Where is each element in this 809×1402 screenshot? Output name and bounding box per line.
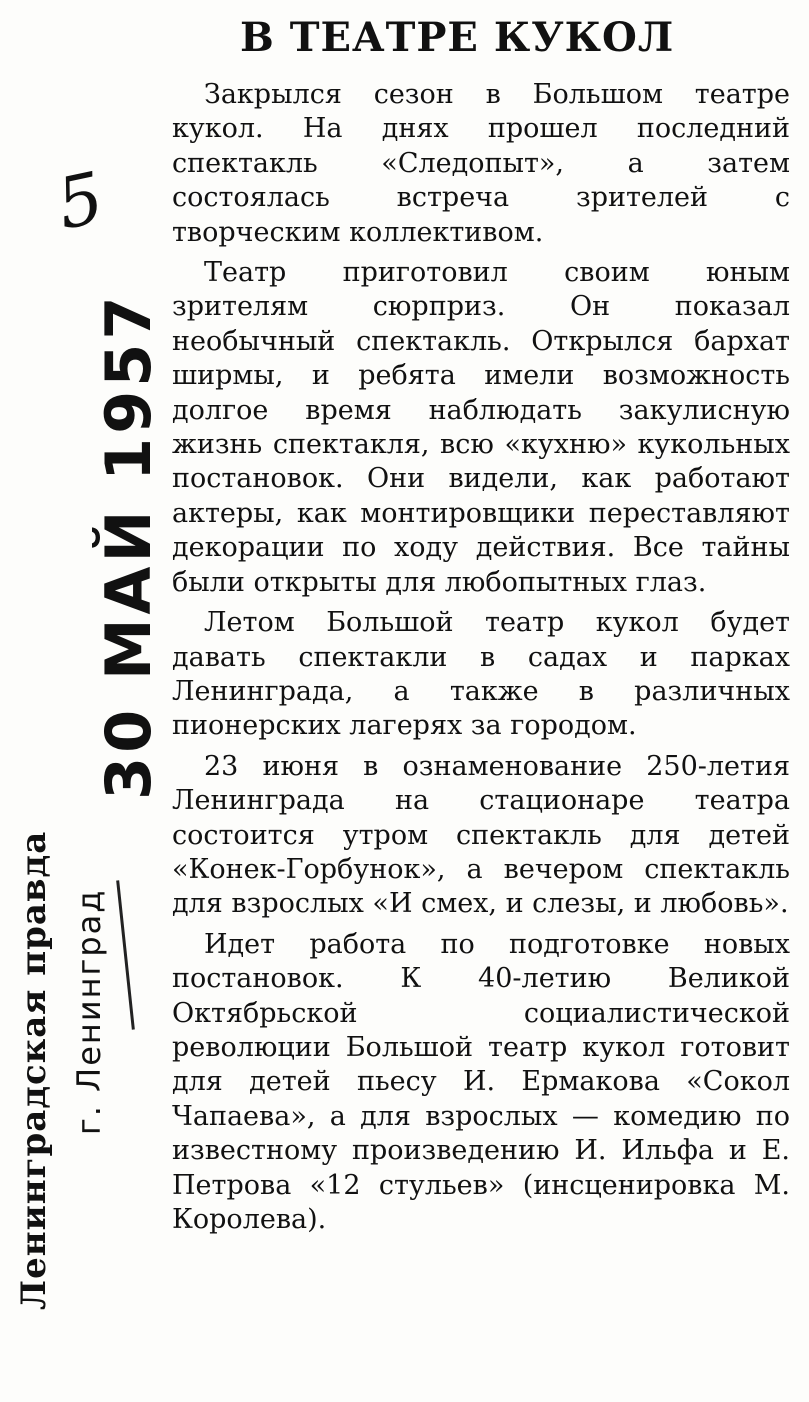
ink-mark bbox=[116, 880, 135, 1029]
paragraph: Летом Большой театр кукол будет давать спектакли в садах и парках Ленинграда, а также в различных пионерских лагерях за городом. bbox=[172, 607, 790, 742]
handwritten-number: 5 bbox=[49, 156, 111, 246]
headline: В ТЕАТРЕ КУКОЛ bbox=[240, 14, 675, 61]
paragraph: 23 июня в ознаменование 250-летия Ленинграда на стационаре театра состоится утром спектакль для детей «Конек-Горбунок», а вечером спектакль для взрослых «И смех, и слезы, и любовь». bbox=[172, 750, 790, 920]
article-body bbox=[172, 78, 790, 1243]
paragraph: Идет работа по подготовке новых постановок. К 40-летию Великой Октябрьской социалистической революции Большой театр кукол готовит для детей пьесу И. Ермакова «Сокол Чапаева», а для взрослых — комедию по известному произведению И. Ильфа и Е. Петрова «12 стульев» (инсценировка М. Королева). bbox=[172, 928, 790, 1235]
stamp-city: г. Ленинград bbox=[70, 888, 108, 1135]
stamp-newspaper-name: Ленинградская правда bbox=[14, 830, 54, 1310]
paragraph: Театр приготовил своим юным зрителям сюрприз. Он показал необычный спектакль. Открылся бархат ширмы, и ребята имели возможность долгое время наблюдать закулисную жизнь спектакля, всю «кухню» кукольных постановок. Они видели, как работают актеры, как монтировщики переставляют декорации по ходу действия. Все тайны были открыты для любопытных глаз. bbox=[172, 257, 790, 598]
paragraph: Закрылся сезон в Большом театре кукол. На днях прошел последний спектакль «Следопыт», а затем состоялась встреча зрителей с творческим коллективом. bbox=[172, 79, 790, 248]
stamp-date: 30 МАЙ 1957 bbox=[92, 292, 165, 800]
